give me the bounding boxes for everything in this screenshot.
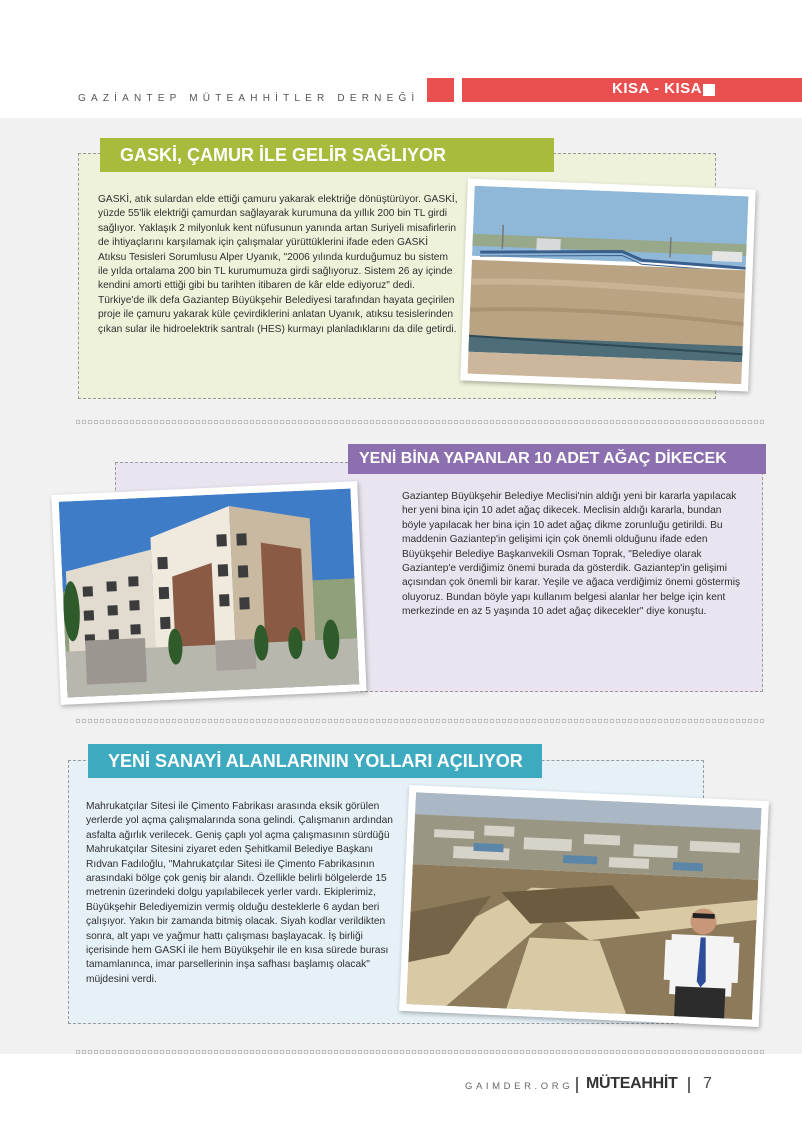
section-title: KISA - KISA: [612, 80, 702, 97]
footer-brand: MÜTEAHHİT: [586, 1075, 678, 1092]
industrial-area-aerial-photo: [399, 785, 769, 1027]
article-3-body: Mahrukatçılar Sitesi ile Çimento Fabrikası arasında eksik görülen yerlerde yol açma çalışmalarında sona gelindi. Çalışmanın ardından asfalta ağırlık verilecek. Geniş çaplı yol açma çalışmasının sürdüğü Mahrukatçılar Sitesini ziyaret eden Şehitkamil Belediye Başkanı Rıdvan Fadıloğlu, "Mahrukatçılar Sitesi ile Çimento Fabrikasının arasındaki bölge çok geniş bir alandı. Özellikle belirli bölgelerde 15 metrenin üzerindeki dolgu yapılabilecek yerler vardı. Ekiplerimiz, Büyükşehir Belediyemizin vermiş olduğu desteklerle 6 aydan beri çalışıyor. Yakın bir zamanda bitmiş olacak. Siyah kodlar verildikten sonra, alt yapı ve yağmur hattı çalışması başlayacak. İş birliği içerisinde hem GASKİ ile hem Büyükşehir ile en kısa sürede burası tamamlanınca, imar parsellerinin inşa safhası başlamış olacak" müjdesini verdi.: [86, 801, 393, 985]
wastewater-treatment-photo: [460, 179, 756, 392]
article-1-title: GASKİ, ÇAMUR İLE GELİR SAĞLIYOR: [100, 138, 554, 172]
association-name: GAZİANTEP MÜTEAHHİTLER DERNEĞİ: [78, 93, 420, 104]
section-square-icon: [703, 84, 715, 96]
divider: [75, 718, 765, 724]
apartment-building-photo: [51, 481, 366, 705]
article-2-title: YENİ BİNA YAPANLAR 10 ADET AĞAÇ DİKECEK: [348, 444, 766, 474]
divider: [75, 419, 765, 425]
page-number: 7: [703, 1075, 712, 1092]
footer-website: GAIMDER.ORG: [465, 1081, 574, 1092]
footer-divider: [688, 1077, 690, 1093]
footer-divider: [576, 1077, 578, 1093]
article-3-title: YENİ SANAYİ ALANLARININ YOLLARI AÇILIYOR: [88, 744, 542, 778]
article-2-body: Gaziantep Büyükşehir Belediye Meclisi'nin aldığı yeni bir kararla yapılacak her yeni bina için 10 adet ağaç dikecek. Meclisin aldığı kararla, bundan böyle yapılacak her bina için 10 adet ağaç dikme zorunluğu getirildi. Bu maddenin Gaziantep'in gelişimi için çok önemli olduğunu ifade eden Büyükşehir Belediye Başkanvekili Osman Toprak, "Belediye olarak Gaziantep'e verdiğimiz önemi burada da gösterdik. Gaziantep'in gelişimi açısından çok önemli bir karar. Yeşile ve ağaca verdiğimiz önemi göstermiş oluyoruz. Bundan böyle yapı kullanım belgesi alanlar her belge için kent merkezinde en az 5 yaşında 10 adet ağaç dikecekler" diye konuştu.: [402, 491, 741, 618]
header-accent-square: [427, 78, 454, 102]
article-1-body: GASKİ, atık sulardan elde ettiği çamuru yakarak elektriğe dönüştürüyor. GASKİ, yüzde 55'lik elektriği çamurdan sağlayarak kurumuna da yıllık 200 bin TL girdi sağlıyor. Yaklaşık 2 milyonluk kent nüfusunun yanında artan Suriyeli misafirlerin de ihtiyaçlarını karşılamak için çalışmalar yürüttüklerini ifade eden GASKİ Atıksu Tesisleri Sorumlusu Alper Uyanık, "2006 yılında kurduğumuz bu sistem ile yılda ortalama 200 bin TL kurumumuza girdi sağlıyoruz. Sistem 26 ay içinde kendini amorti ettiği gibi bu tarihten itibaren de kâr elde ediyoruz" dedi. Türkiye'de ilk defa Gaziantep Büyükşehir Belediyesi tarafından hayata geçirilen proje ile çamuru yakarak küle çevirdiklerini anlatan Uyanık, atıksu tesislerinden çıkan sular ile hidroelektrik santralı (HES) kurmayı planladıklarını da dile getirdi.: [98, 194, 458, 335]
page-footer: [0, 1054, 802, 1140]
